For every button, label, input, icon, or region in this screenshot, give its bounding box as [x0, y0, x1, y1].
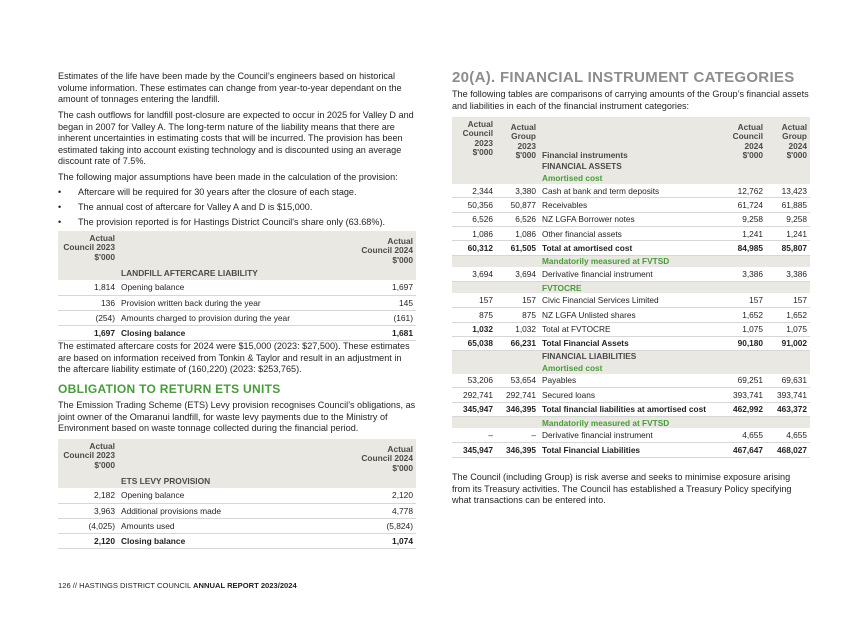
header-line: $'000 [515, 150, 536, 161]
list-item-text: The provision reported is for Hastings District Council's share only (63.68%). [78, 217, 386, 227]
cell [496, 351, 539, 362]
table-row [58, 503, 416, 518]
value-group-2023: 157 [496, 293, 539, 307]
paragraph-assumptions-intro: The following major assumptions have been made in the calculation of the provision: [58, 172, 398, 182]
cell [709, 281, 766, 293]
value-council-2023: 875 [452, 308, 496, 322]
cell [766, 416, 810, 428]
value-council-2024: 69,251 [709, 374, 766, 388]
table-row [452, 322, 810, 336]
value-2023: (4,025) [58, 518, 118, 533]
col-header-council-2024 [346, 231, 416, 265]
table-subsection-row [452, 416, 810, 428]
header-line: Group [782, 131, 807, 142]
value-group-2024: 3,386 [766, 267, 810, 281]
row-label: Amounts used [118, 518, 346, 533]
value-group-2024: 1,652 [766, 308, 810, 322]
value-group-2024: 4,655 [766, 428, 810, 442]
table-body [452, 161, 810, 457]
value-council-2024: 467,647 [709, 443, 766, 457]
col-header-council-2023 [452, 117, 496, 161]
value-council-2024: 90,180 [709, 336, 766, 350]
value-group-2023: 346,395 [496, 443, 539, 457]
paragraph-life-estimates: Estimates of the life have been made by the Council’s engineers based on historical volume information. These estimates can change from year-to-year dependant on the amount of tonnages entering the landfill. [58, 71, 402, 105]
cell [452, 255, 496, 267]
cell [709, 161, 766, 172]
table-header-row [58, 231, 416, 265]
value-council-2023: 345,947 [452, 443, 496, 457]
cell [766, 255, 810, 267]
cell [709, 255, 766, 267]
header-line: $'000 [94, 251, 115, 262]
value-council-2024: 3,386 [709, 267, 766, 281]
cell [496, 416, 539, 428]
value-council-2024: 1,075 [709, 322, 766, 336]
value-2024: 2,120 [346, 488, 416, 503]
value-council-2023: – [452, 428, 496, 442]
row-label: Payables [539, 374, 709, 388]
value-council-2024: 9,258 [709, 212, 766, 226]
cell [346, 473, 416, 488]
value-council-2024: 1,241 [709, 227, 766, 241]
value-2024: 1,074 [346, 533, 416, 548]
value-council-2024: 1,652 [709, 308, 766, 322]
bullet-glyph: • [58, 187, 62, 197]
table-header-row [58, 439, 416, 473]
table-row [452, 293, 810, 307]
table-row [58, 280, 416, 295]
cell [766, 161, 810, 172]
value-council-2023: 157 [452, 293, 496, 307]
ets-levy-table [58, 439, 416, 549]
table-total-row [452, 336, 810, 350]
cell [709, 351, 766, 362]
row-label: Opening balance [118, 488, 346, 503]
subsection-title: Amortised cost [542, 172, 603, 183]
value-group-2024: 157 [766, 293, 810, 307]
header-line: $'000 [392, 462, 413, 473]
value-2024: 1,697 [346, 280, 416, 295]
table-row [452, 212, 810, 226]
table-row [452, 198, 810, 212]
value-council-2023: 50,356 [452, 198, 496, 212]
cell [452, 281, 496, 293]
header-line: Actual [387, 444, 413, 454]
value-group-2023: 3,694 [496, 267, 539, 281]
value-group-2024: 91,002 [766, 336, 810, 350]
row-label: Civic Financial Services Limited [539, 293, 709, 307]
table-row [58, 295, 416, 310]
value-council-2023: 2,344 [452, 184, 496, 198]
row-label: Closing balance [118, 533, 346, 548]
heading-financial-instruments: 20(A). FINANCIAL INSTRUMENT CATEGORIES [452, 69, 795, 86]
header-line: Actual [737, 122, 763, 132]
header-line: 2023 [474, 137, 493, 148]
value-group-2024: 1,075 [766, 322, 810, 336]
landfill-aftercare-table [58, 231, 416, 341]
value-2024: 1,681 [346, 325, 416, 340]
value-group-2023: 50,877 [496, 198, 539, 212]
col-header-council-2023 [58, 231, 118, 265]
cell [452, 416, 496, 428]
cell [496, 161, 539, 172]
subsection-title: FVTOCRE [542, 282, 582, 293]
row-label: Opening balance [118, 280, 346, 295]
value-council-2023: 65,038 [452, 336, 496, 350]
value-council-2023: 1,086 [452, 227, 496, 241]
row-label: Receivables [539, 198, 709, 212]
footer-report-title: ANNUAL REPORT 2023/2024 [193, 581, 297, 590]
value-council-2023: 53,206 [452, 374, 496, 388]
value-council-2023: 345,947 [452, 402, 496, 416]
header-line: Actual [89, 441, 115, 451]
col-header-council-2024 [346, 439, 416, 473]
table-row [58, 488, 416, 503]
row-label: NZ LGFA Borrower notes [539, 212, 709, 226]
row-label: Total at amortised cost [539, 241, 709, 255]
value-2023: 2,182 [58, 488, 118, 503]
col-header-group-2024 [766, 117, 810, 161]
financial-instruments-table [452, 117, 810, 458]
row-label: Derivative financial instrument [539, 428, 709, 442]
value-group-2023: 53,654 [496, 374, 539, 388]
paragraph-intro: The following tables are comparisons of carrying amounts of the Group’s financial assets and liabilities in each of the financial instrument categories: [452, 89, 809, 111]
table-row [58, 310, 416, 325]
table-header-row [452, 117, 810, 161]
value-group-2023: 1,032 [496, 322, 539, 336]
section-title: FINANCIAL ASSETS [542, 161, 622, 172]
table-subsection-row [452, 255, 810, 267]
col-header-blank [118, 439, 346, 473]
value-council-2024: 157 [709, 293, 766, 307]
value-group-2024: 9,258 [766, 212, 810, 226]
cell [709, 416, 766, 428]
cell [58, 265, 118, 280]
cell [766, 172, 810, 184]
cell [496, 255, 539, 267]
cell [346, 265, 416, 280]
header-line: Council 2023 [63, 450, 115, 461]
header-line: $'000 [472, 147, 493, 158]
value-group-2023: 346,395 [496, 402, 539, 416]
value-2024: (5,824) [346, 518, 416, 533]
paragraph-ets-levy: The Emission Trading Scheme (ETS) Levy provision recognises Council’s obligations, as joint owner of the Omaranui landfill, for waste levy payments due to the Ministry of Environment based on waste tonnage collected during the financial period. [58, 400, 416, 434]
table-subsection-row [452, 362, 810, 374]
subsection-title: Mandatorily measured at FVTSD [542, 417, 670, 428]
header-line: Actual [387, 236, 413, 246]
header-line: Council [732, 131, 763, 142]
cell [452, 362, 496, 374]
value-council-2023: 6,526 [452, 212, 496, 226]
value-group-2023: 61,505 [496, 241, 539, 255]
table-row [452, 428, 810, 442]
col-header-council-2023 [58, 439, 118, 473]
header-line: $'000 [786, 150, 807, 161]
header-line: $'000 [94, 459, 115, 470]
paragraph-cash-outflows: The cash outflows for landfill post-closure are expected to occur in 2025 for Valley D and began in 2007 for Valley A. The long-term nature of the liability means that there are inherent uncertainties in estimating costs that will be incurred. The provision has been estimated taking into account existing technology and is discounted using an average discount rate of 7.5%. [58, 110, 414, 167]
row-label: NZ LGFA Unlisted shares [539, 308, 709, 322]
header-line: Actual [89, 233, 115, 243]
value-2023: 1,814 [58, 280, 118, 295]
bullet-glyph: • [58, 217, 62, 227]
row-label: Total Financial Assets [539, 336, 709, 350]
cell [496, 172, 539, 184]
value-group-2024: 85,807 [766, 241, 810, 255]
header-line: Actual [467, 119, 493, 129]
header-line: 2024 [744, 140, 763, 151]
value-2023: (254) [58, 310, 118, 325]
header-line: Group [511, 131, 536, 142]
value-council-2024: 84,985 [709, 241, 766, 255]
value-2023: 1,697 [58, 325, 118, 340]
row-label: Closing balance [118, 325, 346, 340]
row-label: Total financial liabilities at amortised cost [539, 402, 709, 416]
page-footer [58, 581, 297, 590]
value-group-2023: – [496, 428, 539, 442]
row-label: Amounts charged to provision during the year [118, 310, 346, 325]
cell [452, 351, 496, 362]
table-total-row [58, 325, 416, 340]
subsection-title: Amortised cost [542, 362, 603, 373]
table-section-row [452, 161, 810, 172]
value-2024: 145 [346, 295, 416, 310]
table-row [452, 227, 810, 241]
table-total-row [58, 533, 416, 548]
value-group-2024: 69,631 [766, 374, 810, 388]
value-2023: 3,963 [58, 503, 118, 518]
value-council-2024: 12,762 [709, 184, 766, 198]
value-group-2024: 13,423 [766, 184, 810, 198]
value-group-2024: 463,372 [766, 402, 810, 416]
section-title: ETS LEVY PROVISION [121, 475, 211, 486]
value-group-2023: 1,086 [496, 227, 539, 241]
table-row [452, 374, 810, 388]
cell [452, 161, 496, 172]
paragraph-aftercare-costs: The estimated aftercare costs for 2024 were $15,000 (2023: $27,500). These estimates are based on information received from Tonkin & Taylor and result in an adjustment in the aftercare liability estimate of (160,220) (2023: $253,765). [58, 341, 410, 375]
value-2024: 4,778 [346, 503, 416, 518]
value-council-2023: 60,312 [452, 241, 496, 255]
bullet-glyph: • [58, 202, 62, 212]
table-section-row [58, 473, 416, 488]
table-row [58, 518, 416, 533]
section-title: LANDFILL AFTERCARE LIABILITY [121, 267, 258, 278]
header-line: Actual [781, 122, 807, 132]
value-2024: (161) [346, 310, 416, 325]
cell [496, 362, 539, 374]
col-header-group-2023 [496, 117, 539, 161]
value-council-2023: 292,741 [452, 388, 496, 402]
heading-ets-units: OBLIGATION TO RETURN ETS UNITS [58, 382, 281, 396]
value-group-2024: 61,885 [766, 198, 810, 212]
table-row [452, 308, 810, 322]
value-council-2023: 3,694 [452, 267, 496, 281]
header-line: Council 2023 [63, 242, 115, 253]
table-row [452, 267, 810, 281]
value-2023: 2,120 [58, 533, 118, 548]
row-label: Total Financial Liabilities [539, 443, 709, 457]
row-label: Total at FVTOCRE [539, 322, 709, 336]
table-total-row [452, 402, 810, 416]
row-label: Provision written back during the year [118, 295, 346, 310]
footer-page-info: 126 // HASTINGS DISTRICT COUNCIL [58, 581, 191, 590]
row-label: Derivative financial instrument [539, 267, 709, 281]
section-title: FINANCIAL LIABILITIES [542, 351, 637, 362]
table-total-row [452, 241, 810, 255]
col-header-financial-instruments: Financial instruments [539, 117, 709, 161]
col-header-blank [118, 231, 346, 265]
table-section-row [58, 265, 416, 280]
value-2023: 136 [58, 295, 118, 310]
cell [766, 351, 810, 362]
row-label: Other financial assets [539, 227, 709, 241]
cell [709, 172, 766, 184]
cell [58, 473, 118, 488]
value-group-2023: 292,741 [496, 388, 539, 402]
value-council-2024: 462,992 [709, 402, 766, 416]
table-subsection-row [452, 172, 810, 184]
cell [496, 281, 539, 293]
value-group-2023: 875 [496, 308, 539, 322]
header-line: $'000 [392, 254, 413, 265]
list-item-text: The annual cost of aftercare for Valley A and D is $15,000. [78, 202, 313, 212]
table-row [452, 388, 810, 402]
col-header-council-2024 [709, 117, 766, 161]
header-line: 2023 [517, 140, 536, 151]
value-council-2023: 1,032 [452, 322, 496, 336]
value-group-2023: 66,231 [496, 336, 539, 350]
value-group-2024: 393,741 [766, 388, 810, 402]
value-group-2024: 1,241 [766, 227, 810, 241]
header-line: Actual [510, 122, 536, 132]
header-line: Council 2024 [361, 453, 413, 464]
row-label: Secured loans [539, 388, 709, 402]
value-group-2024: 468,027 [766, 443, 810, 457]
cell [709, 362, 766, 374]
row-label: Cash at bank and term deposits [539, 184, 709, 198]
table-total-row [452, 443, 810, 457]
value-council-2024: 393,741 [709, 388, 766, 402]
header-line: 2024 [788, 140, 807, 151]
subsection-title: Mandatorily measured at FVTSD [542, 256, 670, 267]
cell [766, 362, 810, 374]
value-group-2023: 3,380 [496, 184, 539, 198]
header-line: $'000 [742, 150, 763, 161]
table-row [452, 184, 810, 198]
value-council-2024: 4,655 [709, 428, 766, 442]
row-label: Additional provisions made [118, 503, 346, 518]
cell [452, 172, 496, 184]
value-group-2023: 6,526 [496, 212, 539, 226]
value-council-2024: 61,724 [709, 198, 766, 212]
header-line: Council 2024 [361, 245, 413, 256]
table-subsection-row [452, 281, 810, 293]
table-section-row [452, 351, 810, 362]
cell [766, 281, 810, 293]
paragraph-risk-averse: The Council (including Group) is risk averse and seeks to minimise exposure arising from its Treasury activities. The Council has established a Treasury Policy specifying what transactions can be entered into. [452, 472, 792, 506]
list-item-text: Aftercare will be required for 30 years after the closure of each stage. [78, 187, 357, 197]
header-line: Council [462, 128, 493, 139]
